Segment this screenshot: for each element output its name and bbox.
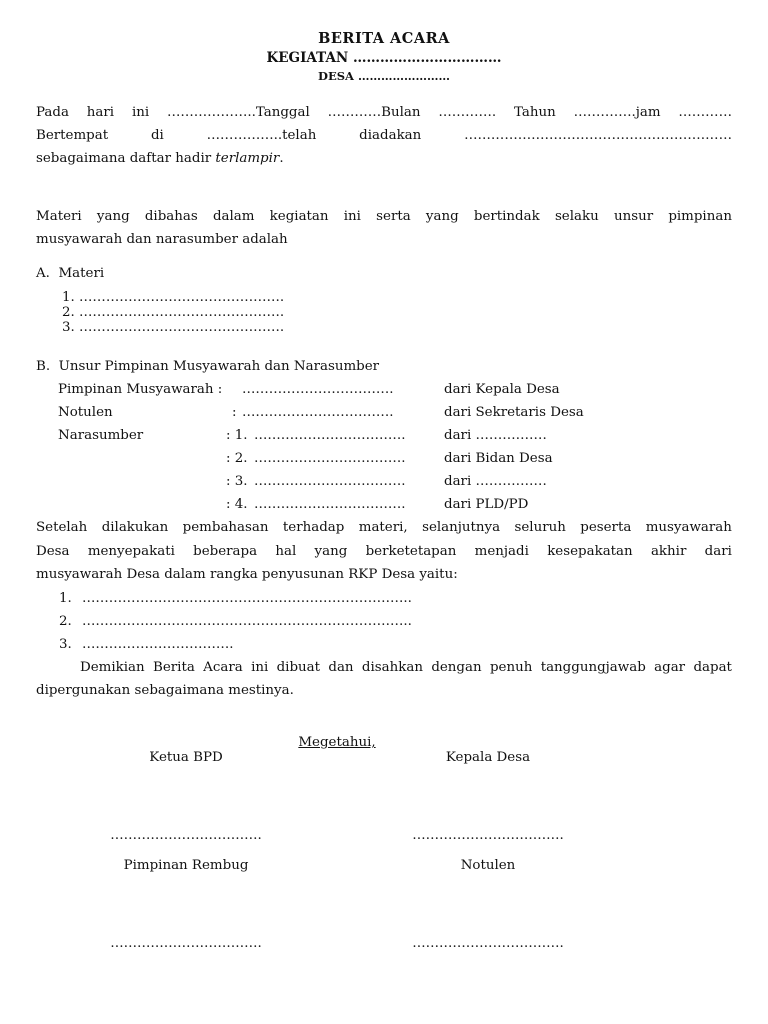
text-word: Desa xyxy=(36,544,70,559)
text-word: pimpinan xyxy=(668,209,732,224)
text-word: terhadap xyxy=(282,520,345,535)
text-word: akhir xyxy=(650,544,687,559)
text-word: Tahun xyxy=(514,105,556,120)
text-word: Bertempat xyxy=(36,128,109,143)
text-word: unsur xyxy=(613,209,654,224)
row-source: dari Bidan Desa xyxy=(444,451,553,466)
row-colon: : xyxy=(232,405,237,420)
text-word: selaku xyxy=(554,209,599,224)
agreement-item-text: ……………………………. xyxy=(82,637,234,652)
text-word: menjadi xyxy=(474,544,529,559)
text-word: ………………..Tanggal xyxy=(166,105,310,120)
signatory-title-right: Notulen xyxy=(460,858,516,873)
text-word: pembahasan xyxy=(182,520,269,535)
text-word: selanjutnya xyxy=(422,520,501,535)
text-word: ini xyxy=(131,105,150,120)
signature-line-right: ……………………………. xyxy=(412,936,564,951)
text-word: hal xyxy=(275,544,297,559)
text-word: berketetapan xyxy=(365,544,457,559)
row-source: dari Sekretaris Desa xyxy=(444,405,584,420)
row-colon: : 4. xyxy=(226,497,248,512)
text-word: dari xyxy=(704,544,732,559)
row-value: ……………………………. xyxy=(254,474,406,489)
text-word: bertindak xyxy=(473,209,540,224)
signatory-title-left: Pimpinan Rembug xyxy=(123,858,249,873)
section-b-heading: B. Unsur Pimpinan Musyawarah dan Narasumber xyxy=(36,359,380,374)
row-colon: : 3. xyxy=(226,474,248,489)
acknowledged-label: Megetahui, xyxy=(298,735,376,750)
text-word: seluruh xyxy=(514,520,566,535)
text-word: Setelah xyxy=(36,520,88,535)
agreement-item-number: 3. xyxy=(59,637,72,652)
material-item: 1. ………………………………………. xyxy=(62,290,285,305)
row-source: dari ……………. xyxy=(444,474,547,489)
text-word: Berita xyxy=(153,660,195,675)
signature-line-left: ……………………………. xyxy=(110,828,262,843)
row-source: dari PLD/PD xyxy=(444,497,529,512)
text-word: …………………………………………………… xyxy=(464,128,732,143)
agreement-line-1 xyxy=(36,519,732,536)
row-value: ……………………………. xyxy=(254,428,406,443)
agreement-line-3: musyawarah Desa dalam rangka penyusunan RKP Desa yaitu: xyxy=(36,567,458,582)
row-source: dari ……………. xyxy=(444,428,547,443)
row-label: Pimpinan Musyawarah : xyxy=(58,382,223,397)
row-value: ……………………………. xyxy=(254,451,406,466)
row-value: ……………………………. xyxy=(242,405,394,420)
italic-text: terlampir xyxy=(215,151,280,166)
text-word: dibahas xyxy=(144,209,198,224)
text-word: tanggungjawab xyxy=(540,660,646,675)
text-word: yang xyxy=(425,209,459,224)
text-word: ………… xyxy=(678,105,732,120)
intro-line-2: musyawarah dan narasumber adalah xyxy=(36,232,288,247)
text-word: dibuat xyxy=(276,660,321,675)
opening-line-1 xyxy=(36,104,732,121)
text-word: ini xyxy=(343,209,361,224)
text-word: dan xyxy=(328,660,354,675)
agreement-item-text: ……………………………………………………………….. xyxy=(82,591,412,606)
text-word: yang xyxy=(96,209,130,224)
text-word: yang xyxy=(314,544,348,559)
text-word: Materi xyxy=(36,209,82,224)
text-word: …………Bulan xyxy=(327,105,421,120)
agreement-item-number: 1. xyxy=(59,591,72,606)
closing-line-1 xyxy=(80,659,732,676)
signatory-title-right: Kepala Desa xyxy=(445,750,531,765)
text-segment: . xyxy=(279,151,284,166)
text-word: …………. xyxy=(438,105,497,120)
text-word: di xyxy=(150,128,164,143)
signature-line-right: ……………………………. xyxy=(412,828,564,843)
section-a-heading: A. Materi xyxy=(36,266,105,281)
row-source: dari Kepala Desa xyxy=(444,382,560,397)
text-word: dapat xyxy=(693,660,732,675)
text-word: kegiatan xyxy=(269,209,329,224)
row-colon: : 1. xyxy=(226,428,248,443)
text-word: menyepakati xyxy=(87,544,175,559)
agreement-item-number: 2. xyxy=(59,614,72,629)
text-word: kesepakatan xyxy=(547,544,633,559)
row-label: Narasumber xyxy=(58,428,144,443)
material-item: 2. ………………………………………. xyxy=(62,305,285,320)
text-word: Acara xyxy=(203,660,243,675)
row-value: ……………………………. xyxy=(242,382,394,397)
text-word: beberapa xyxy=(193,544,258,559)
text-word: peserta xyxy=(580,520,632,535)
text-word: materi, xyxy=(358,520,408,535)
row-label: Notulen xyxy=(58,405,113,420)
opening-line-3 xyxy=(36,150,284,167)
closing-line-2: dipergunakan sebagaimana mestinya. xyxy=(36,683,294,698)
text-word: disahkan xyxy=(361,660,423,675)
text-word: dalam xyxy=(212,209,255,224)
village-title: DESA …………………… xyxy=(318,69,450,83)
text-word: …………..jam xyxy=(573,105,661,120)
agreement-line-2 xyxy=(36,543,732,560)
signature-line-left: ……………………………. xyxy=(110,936,262,951)
text-word: Demikian xyxy=(80,660,145,675)
intro-line-1 xyxy=(36,208,732,225)
signatory-title-left: Ketua BPD xyxy=(149,750,223,765)
row-value: ……………………………. xyxy=(254,497,406,512)
text-word: Pada xyxy=(36,105,69,120)
text-word: agar xyxy=(654,660,686,675)
text-word: ini xyxy=(251,660,269,675)
material-item: 3. ………………………………………. xyxy=(62,320,285,335)
text-word: dengan xyxy=(431,660,482,675)
text-word: penuh xyxy=(489,660,533,675)
text-word: ……………..telah xyxy=(206,128,317,143)
row-colon: : 2. xyxy=(226,451,248,466)
text-word: hari xyxy=(86,105,115,120)
text-word: serta xyxy=(376,209,411,224)
opening-line-2 xyxy=(36,127,732,144)
document-title: BERITA ACARA xyxy=(318,30,450,47)
text-word: dilakukan xyxy=(101,520,169,535)
text-segment: sebagaimana daftar hadir xyxy=(36,151,216,166)
text-word: diadakan xyxy=(359,128,422,143)
agreement-item-text: ……………………………………………………………….. xyxy=(82,614,412,629)
text-word: musyawarah xyxy=(645,520,732,535)
activity-title: KEGIATAN …………………………… xyxy=(266,50,502,66)
